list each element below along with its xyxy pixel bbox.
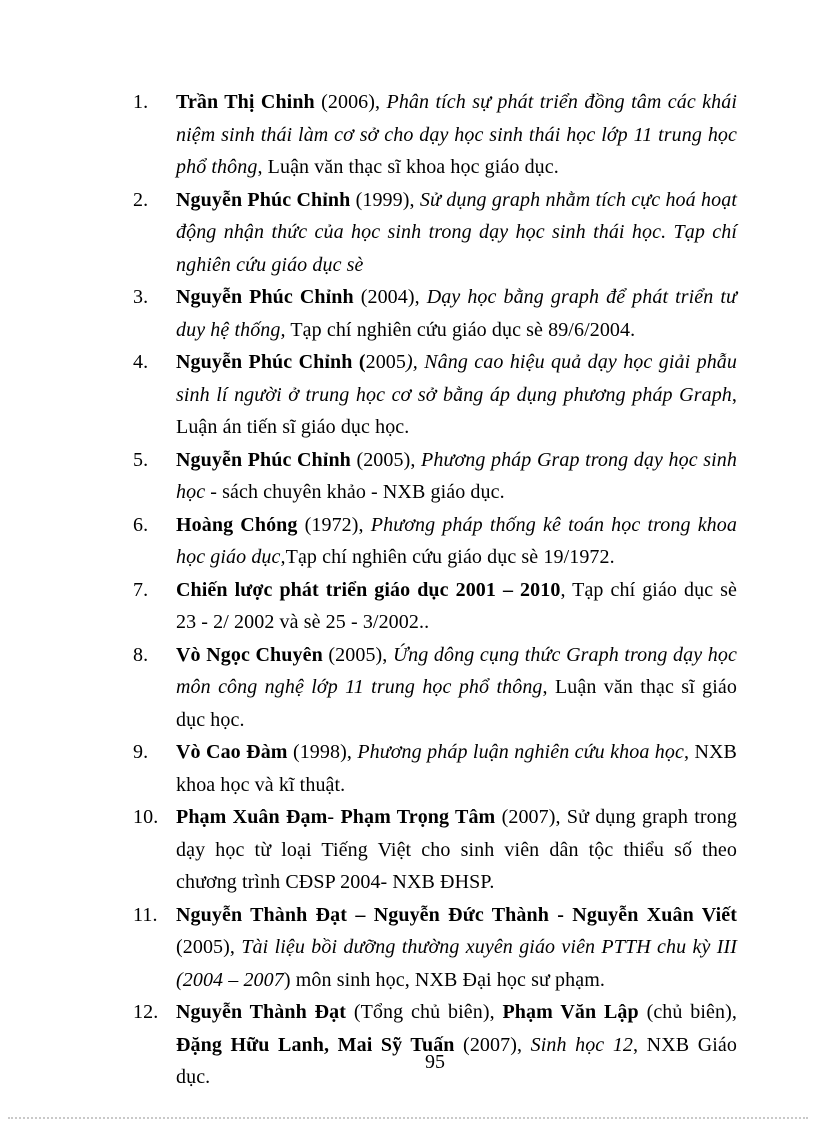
reference-item — [133, 574, 737, 639]
reference-segment-regular: (2007), — [454, 1033, 531, 1056]
reference-item — [133, 86, 737, 184]
reference-segment-regular: ) môn sinh học, NXB Đại học sư phạm. — [283, 968, 605, 991]
reference-number: 2. — [133, 188, 149, 211]
reference-text — [176, 189, 737, 276]
reference-item — [133, 444, 737, 509]
reference-segment-bold: Chiến lược phát triển giáo dục 2001 – 2010 — [176, 578, 561, 601]
reference-segment-italic: Sử dụng graph nhằm tích cực hoá hoạt động nhận thức của học sinh trong dạy học sinh thái học. Tạp chí nghiên cứu giáo dục sè — [176, 188, 737, 276]
reference-segment-regular: , NXB Giáo dục. — [176, 1033, 737, 1088]
reference-item — [133, 639, 737, 737]
reference-segment-regular: - sách chuyên khảo - NXB giáo dục. — [205, 481, 505, 503]
reference-segment-bold: Nguyễn Thành Đạt – Nguyễn Đức Thành - Nguyễn Xuân Viết — [176, 903, 737, 926]
reference-item — [133, 281, 737, 346]
reference-segment-italic: Phương pháp luận nghiên cứu khoa học — [357, 741, 684, 763]
reference-segment-bold: Vò Cao Đàm — [176, 741, 288, 763]
reference-segment-regular: (2005), — [322, 643, 393, 666]
reference-text — [176, 514, 737, 569]
reference-segment-regular: (Tổng chủ biên), — [346, 1001, 503, 1023]
reference-text — [176, 449, 737, 504]
reference-segment-regular: (chủ biên), — [638, 1001, 737, 1023]
reference-segment-italic: Sinh học 12 — [530, 1033, 634, 1056]
reference-item — [133, 509, 737, 574]
reference-segment-bold: Phạm Văn Lập — [502, 1001, 639, 1023]
reference-number: 5. — [133, 448, 149, 471]
reference-segment-regular: (2004), — [353, 286, 427, 308]
reference-number: 7. — [133, 578, 149, 601]
reference-text — [176, 286, 737, 341]
reference-segment-bold: Trần Thị Chinh — [176, 91, 315, 113]
reference-item — [133, 736, 737, 801]
reference-segment-bold: Nguyễn Phúc Chỉnh — [176, 448, 351, 471]
reference-segment-bold: Hoàng Chóng — [176, 513, 298, 536]
reference-segment-bold: Phạm Xuân Đạm — [176, 806, 328, 828]
reference-segment-bold: Nguyễn Thành Đạt — [176, 1001, 347, 1023]
page-bottom-dotted-divider — [8, 1117, 808, 1119]
reference-segment-regular: (2005), — [176, 936, 242, 958]
reference-text — [176, 741, 737, 796]
reference-number: 6. — [133, 513, 149, 536]
reference-segment-regular: , Luận văn thạc sĩ khoa học giáo dục. — [257, 156, 559, 178]
reference-segment-regular: (2005), — [350, 448, 422, 471]
reference-item — [133, 899, 737, 997]
reference-segment-regular: 2005 — [365, 351, 406, 373]
reference-segment-regular: Tạp chí nghiên cứu giáo dục sè 19/1972. — [285, 546, 615, 568]
reference-segment-italic: Dạy học bằng graph để phát triển tư duy hệ thống, — [176, 286, 737, 341]
reference-segment-bold: Nguyễn Phúc Chỉnh — [176, 188, 351, 211]
reference-segment-regular: , Tạp chí giáo dục sè 23 - 2/ 2002 và sè 25 - 3/2002.. — [176, 578, 737, 633]
reference-text — [176, 579, 737, 634]
reference-segment-bold: Phạm Trọng Tâm — [340, 806, 496, 828]
reference-item — [133, 996, 737, 1094]
reference-text — [176, 91, 737, 178]
page-number: 95 — [425, 1051, 445, 1073]
reference-segment-italic: Phương pháp thống kê toán học trong khoa học giáo dục, — [176, 513, 737, 568]
reference-segment-regular: , Luận văn thạc sĩ giáo dục học. — [176, 676, 737, 731]
reference-item — [133, 346, 737, 444]
reference-segment-bold: Nguyễn Phúc Chỉnh — [176, 286, 354, 308]
reference-text — [176, 904, 737, 991]
reference-number: 9. — [133, 741, 149, 763]
reference-number: 10. — [133, 806, 159, 828]
reference-segment-regular: (1972), — [297, 513, 371, 536]
reference-segment-bold: Nguyễn Phúc Chỉnh ( — [176, 351, 366, 373]
reference-segment-regular: Tạp chí nghiên cứu giáo dục sè 89/6/2004. — [285, 318, 636, 341]
reference-segment-italic: Phương pháp Grap trong dạy học sinh học — [176, 448, 737, 503]
reference-item — [133, 801, 737, 899]
reference-segment-regular: , Luận án tiến sĩ giáo dục học. — [176, 383, 737, 438]
reference-text — [176, 351, 737, 438]
reference-segment-regular: (1998), — [287, 741, 358, 763]
reference-text — [176, 644, 737, 731]
reference-number: 3. — [133, 286, 149, 308]
reference-segment-regular: (2007), Sử dụng graph trong dạy học từ loại Tiếng Việt cho sinh viên dân tộc thiểu số theo chương trình CĐSP 2004- NXB ĐHSP. — [176, 806, 737, 893]
reference-item — [133, 184, 737, 282]
references-list — [133, 86, 737, 1094]
reference-number: 11. — [133, 903, 158, 926]
reference-segment-italic: Phân tích sự phát triển đồng tâm các khái niệm sinh thái làm cơ sở cho dạy học sinh thái học lớp 11 trung học phổ thông — [176, 91, 737, 178]
reference-number: 4. — [133, 351, 149, 373]
reference-segment-italic: ), Nâng cao hiệu quả dạy học giải phẫu sinh lí người ở trung học cơ sở bằng áp dụng phương pháp Graph — [176, 351, 737, 406]
reference-segment-regular: (2006), — [314, 91, 387, 113]
reference-number: 1. — [133, 91, 149, 113]
reference-segment-italic: Ứng dông cụng thức Graph trong dạy học môn công nghệ lớp 11 trung học phổ thông — [176, 643, 737, 698]
reference-segment-bold: Đặng Hữu Lanh, Mai Sỹ Tuấn — [176, 1033, 455, 1056]
reference-segment-regular: - — [327, 806, 341, 828]
reference-number: 8. — [133, 643, 149, 666]
reference-text — [176, 806, 737, 893]
reference-segment-bold: Vò Ngọc Chuyên — [176, 643, 323, 666]
reference-number: 12. — [133, 1001, 159, 1023]
reference-segment-regular: (1999), — [350, 188, 420, 211]
reference-segment-regular: , NXB khoa học và kĩ thuật. — [176, 741, 737, 796]
reference-segment-italic: Tài liệu bồi dưỡng thường xuyên giáo viên PTTH chu kỳ III (2004 – 2007 — [176, 936, 737, 991]
